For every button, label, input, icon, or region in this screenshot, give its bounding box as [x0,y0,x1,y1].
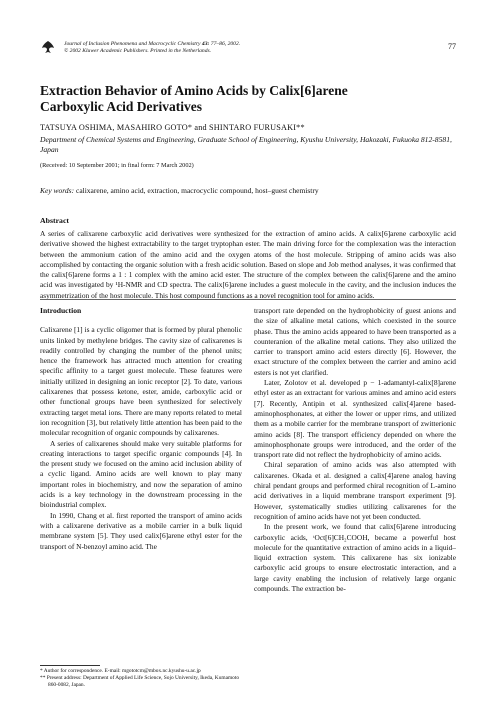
author-list: TATSUYA OSHIMA, MASAHIRO GOTO* and SHINTARO FURUSAKI** [40,123,305,132]
page-number: 77 [448,42,456,51]
footnote-correspondence: * Author for correspondence. E-mail: mgototcm@mbox.nc.kyushu-u.ac.jp [40,668,201,674]
right-paragraph: transport rate depended on the hydrophobicity of guest anions and the size of alkaline metal cations, which coexisted in the source phase. Thus the amino acids appeared to have been transported as a counteranion of the alkaline metal cations. They also utilized the carrier to transport amino acid esters directly [6]. However, the exact structure of the complex between the carrier and amino acid esters is not yet clarified. [254,306,456,377]
right-paragraph: In the present work, we found that calix[6]arene introducing carboxylic acids, ᵗOct[6]CH₂COOH, became a powerful host molecule for the quantitative extraction of amino acids in a liquid–liquid extraction system. This calixarene has six ionizable carboxylic acid groups to ensure electrostatic interaction, and a large cavity enabling the inclusion of relatively large organic compounds. The extraction be- [254,522,456,594]
footnotes [40,668,242,689]
left-column [40,306,242,552]
footnote-divider [40,665,100,666]
publisher-logo-icon [40,40,56,54]
left-paragraph: A series of calixarenes should make very suitable platforms for creating interactions to target specific organic compounds [4]. In the present study we focused on the amino acid inclusion ability of a cyclic ligand. Amino acids are well known to play many important roles in biochemistry, and now the separation of amino acids is a key technology in the downstream processing in the bioindustrial complex. [40,438,242,510]
paper-title [40,83,440,115]
received-dates: (Received: 10 September 2001; in final form: 7 March 2002) [40,162,194,169]
abstract-heading: Abstract [40,216,70,225]
left-paragraph: In 1990, Chang et al. first reported the transport of amino acids with a calixarene derivative as a mobile carrier in a bulk liquid membrane system [5]. They used calix[6]arene ethyl ester for the transport of N-benzoyl amino acid. The [40,510,242,551]
keywords-list: calixarene, amino acid, extraction, macrocyclic compound, host–guest chemistry [75,186,319,195]
introduction-heading: Introduction [40,306,82,315]
keywords-label: Key words: [40,186,75,195]
right-paragraph: Chiral separation of amino acids was also attempted with calixarenes. Okada et al. designed a calix[4]arene analog having chiral pendant groups and performed chiral recognition of L-amino acid derivatives in a liquid membrane transport experiment [9]. However, systematically studies utilizing calixarenes for the recognition of amino acids have not yet been conducted. [254,460,456,521]
keywords [40,186,319,195]
right-paragraph: Later, Zolotov et al. developed p − 1-adamantyl-calix[8]arene ethyl ester as an extractant for various amines and amino acid esters [7]. Recently, Antipin et al. synthesized calix[4]arene based-aminophosphonates, at either the lower or upper rims, and utilized them as a mobile carrier for the membrane transport of zwitterionic amino acids [8]. The transport efficiency depended on where the aminophosphonate groups were introduced, and the order of the transport rate did not reflect the hydrophobicity of amino acids. [254,378,456,460]
right-column [254,306,456,594]
journal-header [64,41,240,55]
footnote-present-address: ** Present address: Department of Applied Life Science, Sojo University, Ikeda, Kumamoto 860-0082, Japan. [40,675,240,688]
abstract-divider [40,299,456,300]
left-paragraph: Calixarene [1] is a cyclic oligomer that is formed by plural phenolic units linked by methylene bridges. The cavity size of calixarenes is readily controlled by changing the number of the phenol units; hence the framework has attracted much attention for creating specific affinity to a target guest molecule. These features were initially utilized in designing an ionic receptor [2]. To date, various calixarenes that possess ketone, ester, amide, carboxylic acid or other functional groups have been synthesized for selectively extracting target metal ions. There are many reports related to metal ion recognition [3], but relatively little attention has been paid to the molecular recognition of organic compounds by calixarenes. [40,325,242,438]
journal-volume: 43: [201,41,210,47]
journal-pages: 77–86, 2002. [210,41,241,47]
affiliation: Department of Chemical Systems and Engineering, Graduate School of Engineering, Kyushu University, Hakozaki, Fukuoka 812-8581, Japan [40,135,452,154]
title-line-1: Extraction Behavior of Amino Acids by Calix[6]arene [40,83,348,98]
copyright-line: © 2002 Kluwer Academic Publishers. Printed in the Netherlands. [64,48,212,54]
abstract-text: A series of calixarene carboxylic acid derivatives were synthesized for the extraction of amino acids. A calix[6]arene carboxylic acid derivative showed the highest extractability to the target tryptophan ester. The main driving force for the complexation was the interaction between the ammonium cation of the amino acid and the oxygen atoms of the host molecule. Stripping of amino acids was also accomplished by contacting the organic solution with a fresh acidic solution. Based on slope and Job method analyses, it was confirmed that the calix[6]arene forms a 1 : 1 complex with the amino acid ester. The structure of the complex between the calix[6]arene and the amino acid was investigated by ¹H-NMR and CD spectra. The calix[6]arene includes a guest molecule in the cavity, and the inclusion induces the asymmetrization of the host molecule. This host compound functions as a novel recognition tool for amino acids. [40,229,456,300]
journal-name: Journal of Inclusion Phenomena and Macrocyclic Chemistry [64,41,201,47]
title-line-2: Carboxylic Acid Derivatives [40,99,202,114]
